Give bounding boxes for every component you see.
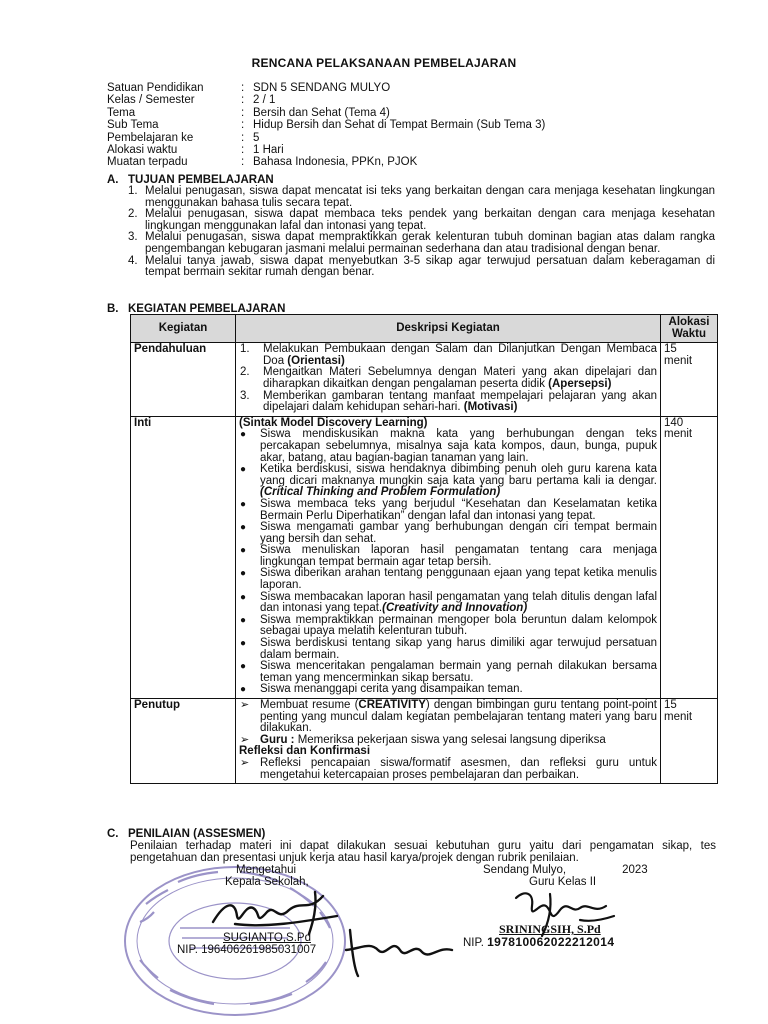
list-item [239,391,657,414]
list-item [239,638,657,661]
identity-key: Satuan Pendidikan [107,82,204,94]
inti-time [661,416,718,698]
identity-key: Pembelajaran ke [107,131,194,144]
identity-value: Hidup Bersih dan Sehat di Tempat Bermain (Sub Tema 3) [253,119,546,132]
identity-colon: : [241,156,245,169]
item-number: 1. [128,185,138,197]
item-text: Mengaitkan Materi Sebelumnya dengan Materi yang akan dipelajari dan diharapkan dikaitkan dengan pengalaman peserta didik [263,366,657,390]
nip-label: NIP. [177,944,202,956]
list-item [239,344,657,367]
headmaster-signature-icon [205,882,345,942]
identity-value: Bahasa Indonesia, PPKn, PJOK [253,156,418,169]
item-tag: (Critical Thinking and Problem Formulation) [260,486,501,499]
inti-heading: (Sintak Model Discovery Learning) [239,416,428,429]
pendahuluan-time [661,343,718,417]
time-value: 140 [664,416,684,429]
time-unit: menit [664,354,693,367]
item-text: Siswa berdiskusi tentang sikap yang harus dimiliki agar terwujud persatuan dalam bermain. [260,637,657,661]
item-text: Melalui tanya jawab, siswa dapat menyebutkan 3-5 sikap agar terwujud persatuan dalam keberagaman di tempat bermain sekitar rumah dengan benar. [145,254,715,279]
identity-key: Kelas / Semester [107,94,195,107]
identity-key: Alokasi waktu [107,144,178,157]
item-text: Refleksi pencapaian siswa/formatif asesmen, dan refleksi guru untuk mengetahui ketercapaian proses pembelajaran dan perbaikan. [260,756,657,781]
right-role: Guru Kelas II [529,876,597,888]
bullet-icon: ● [240,614,247,626]
time-unit: menit [664,710,693,723]
item-text: Siswa mengamati gambar yang berhubungan dengan ciri tempat bermain yang bersih dan sehat. [260,521,657,545]
list-item [239,700,657,735]
identity-key: Tema [107,106,136,119]
item-text: Siswa menuliskan laporan hasil pengamatan tentang cara menjaga lingkungan tempat bermain agar tetap bersih. [260,544,657,568]
list-item [107,186,715,209]
section-title: TUJUAN PEMBELAJARAN [128,174,274,186]
document-title: RENCANA PELAKSANAAN PEMBELAJARAN [251,56,517,70]
refleksi-heading: Refleksi dan Konfirmasi [239,745,371,758]
identity-row [107,94,545,106]
item-text: Siswa mempraktikkan permainan mengoper bola beruntun dalam kelompok sebagai upaya melatih kelenturan tubuh. [260,613,657,638]
item-tag: (Motivasi) [463,401,518,414]
arrow-bullet-icon: ➢ [240,756,250,769]
penutup-description [236,699,661,784]
left-sign-line1: Mengetahui [236,864,297,876]
item-tag: Guru : [260,733,298,746]
identity-row [107,132,545,144]
item-text: Membuat resume ( [260,699,359,711]
bullet-icon: ● [240,498,247,510]
item-text: Siswa menceritakan pengalaman bermain yang pernah dilakukan bersama teman yang mencerminkan sikap bersatu. [260,660,657,684]
bullet-icon: ● [240,684,247,696]
item-text: Memberikan gambaran tentang manfaat mempelajari pelajaran yang akan dipelajari dalam kehidupan sehari-hari. [263,389,657,414]
identity-row [107,144,545,156]
inti-description [236,416,661,698]
identity-colon: : [241,144,245,157]
list-item [239,758,657,781]
item-text: Ketika berdiskusi, siswa hendaknya dibimbing penuh oleh guru karena kata yang dicari maknanya mungkin saja kata yang baru pertama kali ia dengar. [260,463,657,487]
identity-value: 5 [253,131,260,144]
headmaster-name: SUGIANTO,S.Pd [223,932,311,944]
pendahuluan-description [236,343,661,417]
bullet-icon: ● [240,661,247,673]
item-number: 1. [240,343,250,356]
table-row [131,343,718,417]
identity-colon: : [241,119,245,132]
list-item [239,545,657,568]
list-item [239,684,657,696]
table-row [131,416,718,698]
year-text: 2023 [622,864,648,876]
list-item [107,209,715,232]
identity-key: Sub Tema [107,119,159,132]
arrow-bullet-icon: ➢ [240,733,250,746]
learning-goals-list [107,186,715,279]
item-text: Melalui penugasan, siswa dapat mempraktikkan gerak kelenturan tubuh dominan bagian atas dalam rangka pengembangan kebugaran jasmani melalui permainan sederhana dan atau tradisional dengan benar. [145,231,715,255]
identity-key: Muatan terpadu [107,156,188,169]
list-item [239,661,657,684]
phase-pendahuluan: Pendahuluan [131,343,236,417]
penutup-time [661,699,718,784]
time-unit: menit [664,428,693,441]
list-item [239,522,657,545]
list-item [239,735,657,747]
section-title: KEGIATAN PEMBELAJARAN [128,303,286,315]
item-text: Siswa membacakan laporan hasil pengamatan yang telah ditulis dengan lafal dan intonasi yang tepat. [260,590,657,615]
nip-value: 197810062022212014 [487,935,615,949]
identity-value: Bersih dan Sehat (Tema 4) [253,106,390,119]
activities-table [130,314,718,784]
item-text: Siswa diberikan arahan tentang penggunaan ejaan yang tepat ketika menulis laporan. [260,567,657,592]
table-header-row [131,315,718,343]
list-item [239,429,657,464]
list-item [239,499,657,522]
item-text: Memeriksa pekerjaan siswa yang selesai langsung diperiksa [297,733,606,746]
time-value: 15 [664,699,677,711]
identity-value: SDN 5 SENDANG MULYO [253,82,391,94]
identity-row [107,156,545,168]
nip-value: 196406261985031007 [201,944,317,956]
bullet-icon: ● [240,522,247,534]
list-item [239,367,657,390]
identity-colon: : [241,82,245,94]
bullet-icon: ● [240,568,247,580]
identity-colon: : [241,94,245,107]
table-row [131,699,718,784]
list-item [239,568,657,591]
item-number: 4. [128,254,138,267]
item-tag: CREATIVITY [358,699,426,711]
assessment-text: Penilaian terhadap materi ini dapat dilakukan sesuai kebutuhan guru yaitu dari pengamatan sikap, tes pengetahuan dan presentasi unjuk kerja atau hasil karya/projek dengan rubrik penilaian. [130,840,716,864]
item-text: Melalui penugasan, siswa dapat membaca teks pendek yang berkaitan dengan cara menjaga kesehatan lingkungan menggunakan lafal dan intonasi yang tepat. [145,208,715,232]
headmaster-nip [177,944,316,956]
identity-row [107,82,545,94]
identity-value: 2 / 1 [253,94,276,107]
second-signature-icon [340,920,460,980]
header-alokasi: Alokasi Waktu [661,315,718,343]
item-tag: (Creativity and Innovation) [382,602,528,615]
item-number: 2. [240,366,250,379]
item-number: 3. [240,389,250,402]
teacher-signature-icon [510,884,620,940]
item-number: 3. [128,231,138,244]
item-text: Siswa menanggapi cerita yang disampaikan teman. [260,683,523,696]
identity-colon: : [241,131,245,144]
section-letter: A. [107,174,119,186]
identity-value: 1 Hari [253,144,284,157]
identity-colon: : [241,106,245,119]
item-text: Melakukan Pembukaan dengan Salam dan Dilanjutkan Dengan Membaca Doa [263,343,657,367]
bullet-icon: ● [240,591,247,603]
section-title: PENILAIAN (ASSESMEN) [128,828,266,840]
bullet-icon: ● [240,638,247,650]
list-item [239,592,657,615]
phase-penutup: Penutup [131,699,236,784]
section-letter: B. [107,303,119,315]
left-sign-line2: Kepala Sekolah, [225,876,309,888]
bullet-icon: ● [240,464,247,476]
place-text: Sendang Mulyo, [483,864,567,876]
section-letter: C. [107,828,119,840]
phase-inti: Inti [131,416,236,698]
header-deskripsi: Deskripsi Kegiatan [236,315,661,343]
item-text: Melalui penugasan, siswa dapat mencatat isi teks yang berkaitan dengan cara menjaga kesehatan lingkungan menggunakan bahasa tulis secara tepat. [145,185,715,209]
identity-table [107,82,545,169]
time-value: 15 [664,343,677,356]
identity-row [107,107,545,119]
bullet-icon: ● [240,429,247,441]
list-item [239,464,657,499]
item-tag: (Apersepsi) [548,377,612,390]
identity-row [107,119,545,131]
item-tag: (Orientasi) [287,354,345,367]
item-text: ) dengan bimbingan guru tentang point-point penting yang muncul dalam kegiatan pembelajaran tentang materi yang baru dilakukan. [260,699,657,735]
item-text: Siswa membaca teks yang berjudul “Kesehatan dan Keselamatan ketika Bermain Perlu Diperhatikan” dengan lafal dan intonasi yang tepat. [260,497,657,522]
list-item [239,615,657,638]
arrow-bullet-icon: ➢ [240,699,250,711]
list-item [107,232,715,255]
item-text: Siswa mendiskusikan makna kata yang berhubungan dengan teks percakapan sebelumnya, misalnya saja kata kompos, daun, bunga, pupuk akar, batang, atau bagian-bagian tanaman yang lain. [260,428,657,464]
nip-label: NIP. [463,937,488,949]
section-c-heading [107,828,265,840]
bullet-icon: ● [240,545,247,557]
item-number: 2. [128,208,138,221]
right-place-date [483,864,648,876]
teacher-name: SRININGSIH, S.Pd [499,922,601,936]
header-kegiatan: Kegiatan [131,315,236,343]
list-item [107,256,715,279]
